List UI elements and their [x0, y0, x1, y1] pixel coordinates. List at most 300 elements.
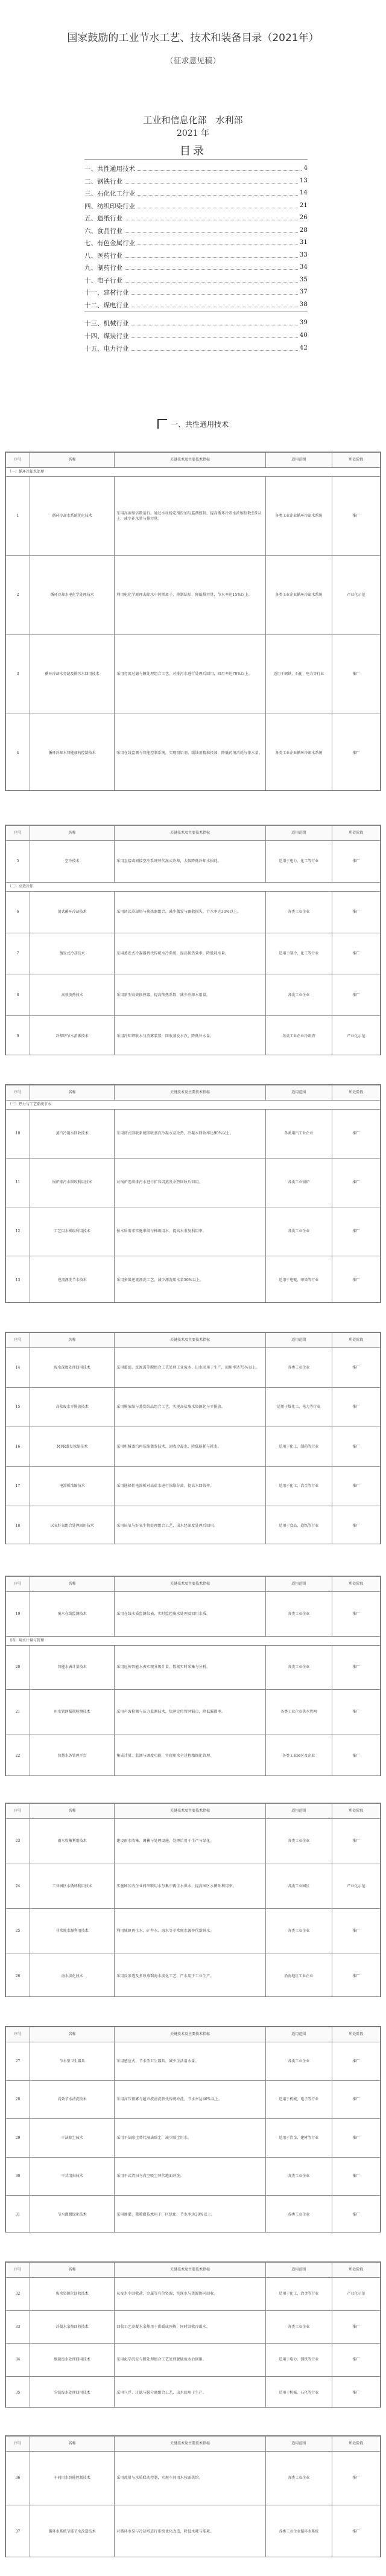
row-name: 循环冷却水智能加药控制技术	[30, 714, 115, 791]
row-key-tech: 采用蒸发式冷凝器替代传统水冷系统，提高换热效率，降低耗水量。	[115, 933, 265, 974]
table-row	[6, 1466, 381, 1506]
row-name: 厌氧好氧组合处理回用技术	[30, 1506, 115, 1544]
row-stage: 推广	[332, 714, 380, 791]
toc-item[interactable]	[84, 288, 308, 298]
row-stage: 推广	[332, 1387, 380, 1427]
catalog-table	[5, 452, 381, 791]
toc-item-page: 35	[299, 275, 308, 283]
row-key-tech: 采用高压微雾与超声波清洗替代传统冲洗，节水率达40%以上。	[115, 2080, 265, 2119]
row-scope: 各类工业企业供水管网	[265, 1690, 332, 1734]
catalog-table-page	[5, 1332, 381, 1544]
row-name: 逆流漂洗节水技术	[30, 1256, 115, 1303]
toc-item-label: 五、造纸行业	[84, 215, 124, 222]
header-key-tech: 关键技术及主要技术指标	[115, 2027, 265, 2042]
row-number: 15	[6, 1387, 30, 1427]
table-row	[6, 1864, 381, 1909]
header-scope: 适用范围	[265, 2437, 332, 2452]
row-number: 28	[6, 2080, 30, 2119]
toc-item-page: 34	[299, 263, 308, 270]
header-scope: 适用范围	[265, 453, 332, 468]
row-stage: 产业化示范	[332, 1864, 380, 1909]
header-scope: 适用范围	[265, 1577, 332, 1592]
catalog-table-page	[5, 1084, 381, 1303]
catalog-table-page	[5, 2261, 381, 2408]
row-key-tech: 回收工艺冷凝水余热用于供暖或预热，同时回收冷凝水。	[115, 2310, 265, 2344]
row-name: 空冷技术	[30, 841, 115, 883]
header-scope: 适用范围	[265, 826, 332, 841]
row-name: 废水资源化回收技术	[30, 2278, 115, 2311]
row-name: 用水管网漏损检测技术	[30, 1690, 115, 1734]
row-number: 36	[6, 2452, 30, 2505]
row-number: 27	[6, 2042, 30, 2081]
row-scope: 各类工业锅炉	[265, 1159, 332, 1207]
row-name: 车间用水智能控制技术	[30, 2452, 115, 2505]
row-name: 废水在线监测技术	[30, 1592, 115, 1637]
toc-item-page: 31	[299, 238, 308, 246]
row-number: 5	[6, 841, 30, 883]
row-key-tech: 采用闭式冷却塔与换热器组合，减少蒸发与飘散损失，节水率达30%以上。	[115, 891, 265, 933]
table-header-row	[6, 826, 381, 841]
header-name: 名称	[30, 1577, 115, 1592]
row-key-tech: 实施园区内企业间串联用水与集中再生水供水，提高园区水循环利用率。	[115, 1864, 265, 1909]
row-key-tech: 采用声波检测与压力监测技术，快速定位管网漏点，降低漏损率。	[115, 1690, 265, 1734]
table-row	[6, 891, 381, 933]
row-key-tech: 采用反渗透及多效蒸馏海水淡化工艺，产水用于工业生产。	[115, 1954, 265, 1997]
row-scope: 适用于电镀、印染等行业	[265, 1256, 332, 1303]
row-scope: 各类工业企业	[265, 1207, 332, 1256]
catalog-table	[5, 2262, 381, 2408]
table-row	[6, 1207, 381, 1256]
row-name: 废水深度处理回用技术	[30, 1348, 115, 1388]
document-title: 国家鼓励的工业节水工艺、技术和装备目录（2021年）	[67, 32, 319, 44]
row-scope: 适用于机械、电子等行业	[265, 2080, 332, 2119]
row-name: 含油废水处理回用技术	[30, 2376, 115, 2408]
toc-item[interactable]	[84, 319, 308, 328]
toc-item-label: 十二、煤电行业	[84, 302, 131, 309]
row-scope: 各类工业企业循环水系统	[265, 2505, 332, 2558]
row-name: 循环冷却水系统优化技术	[30, 477, 115, 556]
toc-item-label: 十、电子行业	[84, 277, 124, 284]
table-row	[6, 2505, 381, 2558]
catalog-table	[5, 1576, 381, 1776]
table-row	[6, 1159, 381, 1207]
row-stage: 推广	[332, 1592, 380, 1637]
catalog-table-page	[5, 2435, 381, 2557]
row-stage: 产业化示范	[332, 2278, 380, 2311]
issuers: 工业和信息化部 水利部	[143, 115, 243, 126]
row-key-tech: 利用城镇再生水、矿井水、海水等非常规水源替代新鲜水。	[115, 1909, 265, 1954]
row-scope: 适用于化工、冶金等行业	[265, 1466, 332, 1506]
row-key-tech: 集成计量、监测与调度功能，实现用水全过程精细化管理。	[115, 1734, 265, 1776]
toc-item-label: 六、食品行业	[84, 228, 124, 235]
row-stage: 推广	[332, 2042, 380, 2081]
toc-item[interactable]	[84, 202, 308, 211]
row-key-tech: 利用电化学原理去除水中钙镁离子，抑制结垢，降低排污量，节水率达15%以上。	[115, 556, 265, 635]
header-key-tech: 关键技术及主要技术指标	[115, 453, 265, 468]
toc-item[interactable]	[84, 331, 308, 341]
row-key-tech: 采用感应式、节水型卫生器具，减少生活用水量。	[115, 2042, 265, 2081]
row-stage: 推广	[332, 974, 380, 1016]
row-key-tech: 从废水中回收盐、金属等有价资源，实现水与资源协同回收。	[115, 2278, 265, 2311]
catalog-table	[5, 1803, 381, 1997]
toc-item[interactable]	[84, 226, 308, 236]
row-number: 30	[6, 2157, 30, 2196]
header-scope: 适用范围	[265, 1333, 332, 1348]
row-name: 海水淡化技术	[30, 1954, 115, 1997]
row-stage: 推广	[332, 1427, 380, 1467]
table-row	[6, 841, 381, 883]
catalog-table	[5, 1332, 381, 1544]
toc-item[interactable]	[84, 238, 308, 248]
row-stage: 产业化示范	[332, 1016, 380, 1055]
row-number: 16	[6, 1427, 30, 1467]
category-label: （三）热力与工艺系统节水	[6, 1101, 381, 1110]
header-scope: 适用范围	[265, 1085, 332, 1101]
header-name: 名称	[30, 453, 115, 468]
table-row	[6, 1645, 381, 1690]
row-name: 工业园区水循环利用技术	[30, 1864, 115, 1909]
row-stage: 推广	[332, 1159, 380, 1207]
row-number: 1	[6, 477, 30, 556]
row-scope: 各类工业企业	[265, 891, 332, 933]
row-stage: 推广	[332, 1909, 380, 1954]
row-name: 干式清扫技术	[30, 2157, 115, 2196]
toc-item-page: 14	[299, 189, 308, 196]
row-name: 智慧水务管理平台	[30, 1734, 115, 1776]
row-stage: 推广	[332, 1690, 380, 1734]
category-label: （一）循环冷却水处理	[6, 468, 381, 477]
row-stage: 推广	[332, 1954, 380, 1997]
table-row	[6, 714, 381, 791]
row-key-tech: 采用干式清扫与真空吸尘替代地面冲洗。	[115, 2157, 265, 2196]
table-row	[6, 2196, 381, 2232]
catalog-table	[5, 1085, 381, 1303]
row-name: 高效换热技术	[30, 974, 115, 1016]
row-key-tech: 采用在线水质监测仪表，实时监控废水处理及回用水质。	[115, 1592, 265, 1637]
row-stage: 推广	[332, 933, 380, 974]
table-row	[6, 2157, 381, 2196]
row-number: 14	[6, 1348, 30, 1388]
category-row	[6, 468, 381, 477]
table-header-row	[6, 1804, 381, 1819]
header-no: 序号	[6, 1804, 30, 1819]
toc-item-label: 三、石化化工行业	[84, 190, 137, 197]
row-scope: 适用于食品、造纸等行业	[265, 1506, 332, 1544]
toc-heading: 目录	[180, 145, 206, 158]
row-number: 4	[6, 714, 30, 791]
toc-item-page: 38	[299, 300, 308, 308]
toc-item-page: 40	[299, 331, 308, 339]
table-row	[6, 2310, 381, 2344]
table-row	[6, 933, 381, 974]
row-key-tech: 采用气浮、过滤与膜分离组合工艺，出水回用于生产。	[115, 2376, 265, 2408]
toc-item[interactable]	[84, 344, 308, 354]
header-stage: 所处阶段	[332, 1085, 380, 1101]
section-marker	[157, 419, 167, 429]
row-key-tech: 对锅炉连续排污水进行扩容闪蒸及余热回收后回用。	[115, 1159, 265, 1207]
row-scope: 适用于电力、化工等行业	[265, 841, 332, 883]
row-number: 12	[6, 1207, 30, 1256]
header-scope: 适用范围	[265, 2263, 332, 2278]
catalog-table-page	[5, 825, 381, 1055]
table-of-contents	[0, 142, 386, 353]
toc-item-page: 33	[299, 251, 308, 258]
row-number: 37	[6, 2505, 30, 2558]
toc-item-label: 一、共性通用技术	[84, 165, 137, 173]
row-name: 蒸汽冷凝水回收技术	[30, 1110, 115, 1159]
row-key-tech: 采用干法除尘替代湿法除尘，减少除尘用水。	[115, 2119, 265, 2158]
table-row	[6, 2042, 381, 2081]
row-number: 32	[6, 2278, 30, 2311]
header-no: 序号	[6, 2263, 30, 2278]
row-key-tech: 采用闭式回收系统回收蒸汽冷凝水及余热，冷凝水回收率达90%以上。	[115, 1110, 265, 1159]
row-number: 21	[6, 1690, 30, 1734]
toc-item[interactable]	[84, 177, 308, 187]
row-scope: 适用于机械、石化等行业	[265, 2376, 332, 2408]
row-name: 循环冷却水旁滤及排污水回用技术	[30, 635, 115, 714]
toc-item-page: 42	[299, 344, 308, 351]
table-row	[6, 556, 381, 635]
header-stage: 所处阶段	[332, 2027, 380, 2042]
row-key-tech: 采用膜浓缩与蒸发结晶组合工艺，实现高盐废水资源化与零排放。	[115, 1387, 265, 1427]
row-number: 17	[6, 1466, 30, 1506]
table-row	[6, 1954, 381, 1997]
header-no: 序号	[6, 1085, 30, 1101]
row-key-tech: 采用流量与水质联动控制，实现车间用水按需供给。	[115, 2452, 265, 2505]
toc-item[interactable]	[84, 214, 308, 223]
row-stage: 推广	[332, 1819, 380, 1864]
toc-item-page: 37	[299, 288, 308, 295]
catalog-table-page	[5, 1803, 381, 1997]
toc-item-label: 七、有色金属行业	[84, 240, 137, 247]
header-scope: 适用范围	[265, 2027, 332, 2042]
row-number: 22	[6, 1734, 30, 1776]
row-stage: 推广	[332, 1506, 380, 1544]
row-name: 节水灌溉绿化技术	[30, 2196, 115, 2232]
header-stage: 所处阶段	[332, 826, 380, 841]
row-scope: 各类工业企业冷却塔	[265, 1016, 332, 1055]
header-scope: 适用范围	[265, 1804, 332, 1819]
row-stage: 推广	[332, 2376, 380, 2408]
catalog-table	[5, 2027, 381, 2232]
header-name: 名称	[30, 826, 115, 841]
category-label: （四）用水计量与管理	[6, 1636, 381, 1645]
toc-item-page: 21	[299, 201, 308, 209]
row-scope: 适用于制冷、化工等行业	[265, 933, 332, 974]
catalog-table-page	[5, 452, 381, 791]
row-name: 干法除尘技术	[30, 2119, 115, 2158]
toc-item-label: 四、纺织印染行业	[84, 203, 137, 210]
table-header-row	[6, 1333, 381, 1348]
table-row	[6, 2080, 381, 2119]
table-row	[6, 1819, 381, 1864]
row-scope: 各类用汽工业企业	[265, 1110, 332, 1159]
row-number: 11	[6, 1159, 30, 1207]
row-number: 25	[6, 1909, 30, 1954]
row-key-tech: 采用直接或间接空冷系统替代湿式冷却，大幅降低冷却水损耗。	[115, 841, 265, 883]
row-stage: 推广	[332, 477, 380, 556]
row-key-tech: 采用机械蒸汽再压缩蒸发技术，回收冷凝水，降低能耗与耗水。	[115, 1427, 265, 1467]
row-key-tech: 采用滴灌、微喷灌技术用于厂区绿化，节水率达30%以上。	[115, 2196, 265, 2232]
row-number: 7	[6, 933, 30, 974]
toc-item-label: 十三、机械行业	[84, 320, 131, 327]
row-stage: 产业化示范	[332, 556, 380, 635]
table-row	[6, 1016, 381, 1055]
toc-item-label: 十四、煤炭行业	[84, 333, 131, 340]
toc-item-label: 二、钢铁行业	[84, 178, 124, 185]
catalog-table	[5, 825, 381, 1055]
row-key-tech: 采用冷却塔收水与消雾装置，回收蒸发水汽，降低补水量。	[115, 1016, 265, 1055]
category-row	[6, 882, 381, 891]
row-stage: 推广	[332, 2452, 380, 2505]
toc-item[interactable]	[84, 263, 308, 273]
row-stage: 推广	[332, 841, 380, 883]
header-stage: 所处阶段	[332, 453, 380, 468]
row-stage: 推广	[332, 1466, 380, 1506]
row-key-tech: 采用多级逆流漂洗工艺，减少漂洗用水量50%以上。	[115, 1256, 265, 1303]
row-key-tech: 采用选择性电渗析对高盐水进行浓缩分离，提高水回收率。	[115, 1466, 265, 1506]
row-scope: 各类工业企业	[265, 1592, 332, 1637]
row-number: 35	[6, 2376, 30, 2408]
header-no: 序号	[6, 2437, 30, 2452]
header-key-tech: 关键技术及主要技术指标	[115, 1333, 265, 1348]
row-name: 闭式循环冷却技术	[30, 891, 115, 933]
row-key-tech: 采用远传智能水表实现分级计量，数据实时采集与分析。	[115, 1645, 265, 1690]
row-name: 蒸发式冷却技术	[30, 933, 115, 974]
row-number: 9	[6, 1016, 30, 1055]
table-row	[6, 1734, 381, 1776]
header-name: 名称	[30, 1333, 115, 1348]
row-scope: 适用于化工、制药等行业	[265, 1427, 332, 1467]
row-key-tech: 采用在线监测与智能控制系统，实现阻垢剂、缓蚀剂精准投加，降低药剂消耗与排水量。	[115, 714, 265, 791]
toc-item-page: 39	[299, 319, 308, 326]
table-row	[6, 1348, 381, 1388]
catalog-table	[5, 2436, 381, 2557]
header-name: 名称	[30, 1085, 115, 1101]
table-row	[6, 2452, 381, 2505]
table-row	[6, 2344, 381, 2377]
row-scope: 各类工业企业	[265, 1645, 332, 1690]
row-name: 高盐废水零排放技术	[30, 1387, 115, 1427]
row-scope: 各类工业企业	[265, 1819, 332, 1864]
catalog-table-page	[5, 1576, 381, 1776]
row-name: 电渗析浓缩技术	[30, 1466, 115, 1506]
header-name: 名称	[30, 2263, 115, 2278]
row-name: 冷凝水余热回收技术	[30, 2310, 115, 2344]
header-stage: 所处阶段	[332, 2437, 380, 2452]
row-stage: 推广	[332, 1734, 380, 1776]
table-row	[6, 1506, 381, 1544]
header-no: 序号	[6, 2027, 30, 2042]
row-name: 智能水表计量技术	[30, 1645, 115, 1690]
header-key-tech: 关键技术及主要技术指标	[115, 2263, 265, 2278]
header-no: 序号	[6, 1333, 30, 1348]
toc-item[interactable]	[84, 189, 308, 199]
header-stage: 所处阶段	[332, 1804, 380, 1819]
row-scope: 各类工业企业	[265, 2042, 332, 2081]
table-header-row	[6, 1577, 381, 1592]
row-name: 节水型卫生器具	[30, 2042, 115, 2081]
section-heading	[0, 419, 386, 429]
row-key-tech: 对循环水泵与冷却塔进行系统优化改造，降低水耗与能耗。	[115, 2505, 265, 2558]
toc-item[interactable]	[84, 164, 308, 174]
issue-year: 2021 年	[176, 129, 210, 138]
header-key-tech: 关键技术及主要技术指标	[115, 1085, 265, 1101]
row-scope: 各类工业企业循环冷却水系统	[265, 477, 332, 556]
row-scope: 沿海地区工业企业	[265, 1954, 332, 1997]
row-number: 29	[6, 2119, 30, 2158]
table-row	[6, 974, 381, 1016]
row-number: 10	[6, 1110, 30, 1159]
row-number: 31	[6, 2196, 30, 2232]
table-row	[6, 2376, 381, 2408]
row-number: 19	[6, 1592, 30, 1637]
row-scope: 各类工业企业	[265, 2157, 332, 2196]
row-name: 工艺用水梯级利用技术	[30, 1207, 115, 1256]
table-header-row	[6, 2027, 381, 2042]
cover	[0, 0, 386, 138]
row-number: 18	[6, 1506, 30, 1544]
row-key-tech: 按水质需求实施串级与梯级用水，提高水重复利用率。	[115, 1207, 265, 1256]
row-name: 循环冷却水电化学处理技术	[30, 556, 115, 635]
row-number: 23	[6, 1819, 30, 1864]
row-name: 锅炉排污水回收利用技术	[30, 1159, 115, 1207]
row-name: 冷却塔节水消雾技术	[30, 1016, 115, 1055]
table-row	[6, 1909, 381, 1954]
table-row	[6, 1387, 381, 1427]
row-scope: 各类工业企业	[265, 2452, 332, 2505]
row-stage: 推广	[332, 1110, 380, 1159]
toc-item[interactable]	[84, 251, 308, 261]
toc-item-label: 九、制药行业	[84, 264, 124, 272]
toc-item[interactable]	[84, 276, 308, 286]
row-name: 高效节水清洗技术	[30, 2080, 115, 2119]
row-name: 雨水收集利用技术	[30, 1819, 115, 1864]
header-key-tech: 关键技术及主要技术指标	[115, 1804, 265, 1819]
toc-item-page: 28	[299, 226, 308, 234]
toc-item[interactable]	[84, 301, 308, 310]
toc-item-page: 13	[299, 176, 308, 184]
header-stage: 所处阶段	[332, 1333, 380, 1348]
row-name: 脱硫废水处理回用技术	[30, 2344, 115, 2377]
row-stage: 推广	[332, 1256, 380, 1303]
row-stage: 推广	[332, 2080, 380, 2119]
row-name: MVR蒸发浓缩技术	[30, 1427, 115, 1467]
row-number: 8	[6, 974, 30, 1016]
table-header-row	[6, 2263, 381, 2278]
category-row	[6, 1636, 381, 1645]
row-number: 20	[6, 1645, 30, 1690]
row-key-tech: 采用旁流过滤与膜处理组合工艺，对排污水进行处理后回用，回用率达70%以上。	[115, 635, 265, 714]
table-row	[6, 635, 381, 714]
header-no: 序号	[6, 826, 30, 841]
row-key-tech: 采用超滤、反渗透等膜组合工艺处理工业废水，出水回用于生产，回用率达75%以上。	[115, 1348, 265, 1388]
table-header-row	[6, 2437, 381, 2452]
row-key-tech: 采用新型高效换热器，提高传热系数，减少冷却水用量。	[115, 974, 265, 1016]
row-key-tech: 建设雨水收集、调蓄与处理设施，处理后用于生产与绿化。	[115, 1819, 265, 1864]
row-scope: 各类工业企业	[265, 1348, 332, 1388]
toc-item-label: 八、医药行业	[84, 252, 124, 260]
row-stage: 推广	[332, 1348, 380, 1388]
row-stage: 推广	[332, 1207, 380, 1256]
table-row	[6, 1256, 381, 1303]
table-row	[6, 1110, 381, 1159]
table-header-row	[6, 453, 381, 468]
toc-item-page: 26	[299, 214, 308, 221]
row-number: 3	[6, 635, 30, 714]
row-key-tech: 采用厌氧与好氧生物处理组合工艺，出水经深度处理后回用。	[115, 1506, 265, 1544]
catalog-table-page	[5, 2026, 381, 2232]
